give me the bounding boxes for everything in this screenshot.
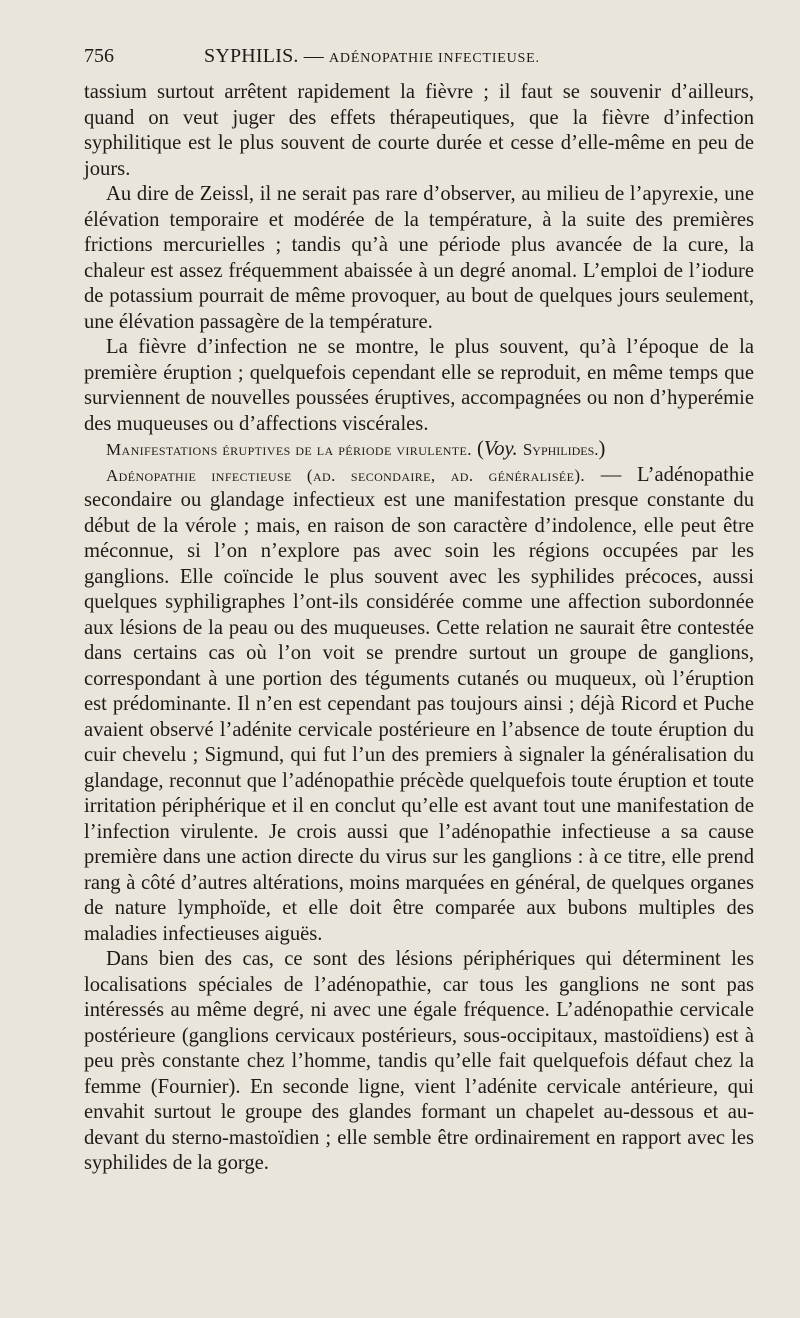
- adenopathy-text: — L’adénopathie secondaire ou glandage infectieux est une manifestation presque constante du début de la vérole ; mais, en raison de son caractère d’indolence, elle peut être méconnue, si l’on n’explore pas avec soin les régions occupées par les ganglions. Elle coïncide le plus souvent avec les syphilides précoces, aussi quelques syphiligraphes l’ont-ils considérée comme une affection subordonnée aux lésions de la peau ou des muqueuses. Cette relation ne saurait être contestée dans certains cas où l’on voit se prendre surtout un groupe de ganglions, correspondant à une portion des téguments cutanés ou muqueux, où l’éruption est prédominante. Il n’en est cependant pas toujours ainsi ; déjà Ricord et Puche avaient observé l’adénite cervicale postérieure en l’absence de toute éruption du cuir chevelu ; Sigmund, qui fut l’un des premiers à signaler la généralisation du glandage, reconnut que l’adénopathie précède quelquefois toute éruption et toute irritation périphérique et il en conclut qu’elle est avant tout une manifestation de l’infection virulente. Je crois aussi que l’adénopathie infectieuse a sa cause première dans une action directe du virus sur les ganglions : à ce titre, elle prend rang à côté d’autres altérations, moins marquées en général, de quelques organes de nature lymphoïde, et elle doit être comparée aux bubons multiples des maladies infectieuses aiguës.: [84, 463, 755, 945]
- section-heading-eruptive: Manifestations éruptives de la période virulente.: [106, 440, 472, 459]
- running-title: SYPHILIS. —: [204, 45, 324, 67]
- cross-reference-voy: Voy.: [483, 438, 518, 460]
- paragraph-zeissl: Au dire de Zeissl, il ne serait pas rare d’observer, au milieu de l’apyrexie, une élévation temporaire et modérée de la température, à la suite des premières frictions mercurielles ; tandis qu’à une période plus avancée de la cure, la chaleur est assez fréquemment abaissée à un degré anomal. L’emploi de l’iodure de potassium pourrait de même provoquer, au bout de quelques jours seulement, une élévation passagère de la température.: [84, 183, 754, 333]
- paragraph-eruptive-manifestations: Manifestations éruptives de la période virulente. (Voy. Syphilides.): [106, 438, 606, 460]
- paragraph-continuation: tassium surtout arrêtent rapidement la fièvre ; il faut se souvenir d’ailleurs, quand on veut juger des effets thérapeutiques, que la fièvre d’infection syphilitique est le plus souvent de courte durée et cesse d’elle-même en peu de jours.: [84, 81, 754, 180]
- page-number: 756: [84, 45, 114, 67]
- section-heading-adenopathy: Adénopathie infectieuse (ad. secondaire, ad. généralisée).: [106, 465, 586, 485]
- running-subtitle: ADÉNOPATHIE INFECTIEUSE.: [329, 51, 540, 66]
- paragraph-adenopathy: [84, 463, 754, 948]
- paragraph-fever-eruption: La fièvre d’infection ne se montre, le plus souvent, qu’à l’époque de la première éruption ; quelquefois cependant elle se reproduit, en même temps que surviennent de nouvelles poussées éruptives, accompagnées ou non d’hyperémie des muqueuses ou d’affections viscérales.: [84, 336, 754, 435]
- running-header: [84, 44, 754, 74]
- cross-reference-target: Syphilides.: [522, 440, 599, 459]
- paragraph-localisations: Dans bien des cas, ce sont des lésions périphériques qui déterminent les localisations spéciales de l’adénopathie, car tous les ganglions ne sont pas intéressés au même degré, ni avec une égale fréquence. L’adénopathie cervicale postérieure (ganglions cervicaux postérieurs, sous-occipitaux, mastoïdiens) est à peu près constante chez l’homme, tandis qu’elle fait quelquefois défaut chez la femme (Fournier). En seconde ligne, vient l’adénite cervicale antérieure, qui envahit surtout le groupe des glandes formant un chapelet au-dessous et au-devant du sterno-mastoïdien ; elle semble être ordinairement en rapport avec les syphilides de la gorge.: [84, 948, 754, 1174]
